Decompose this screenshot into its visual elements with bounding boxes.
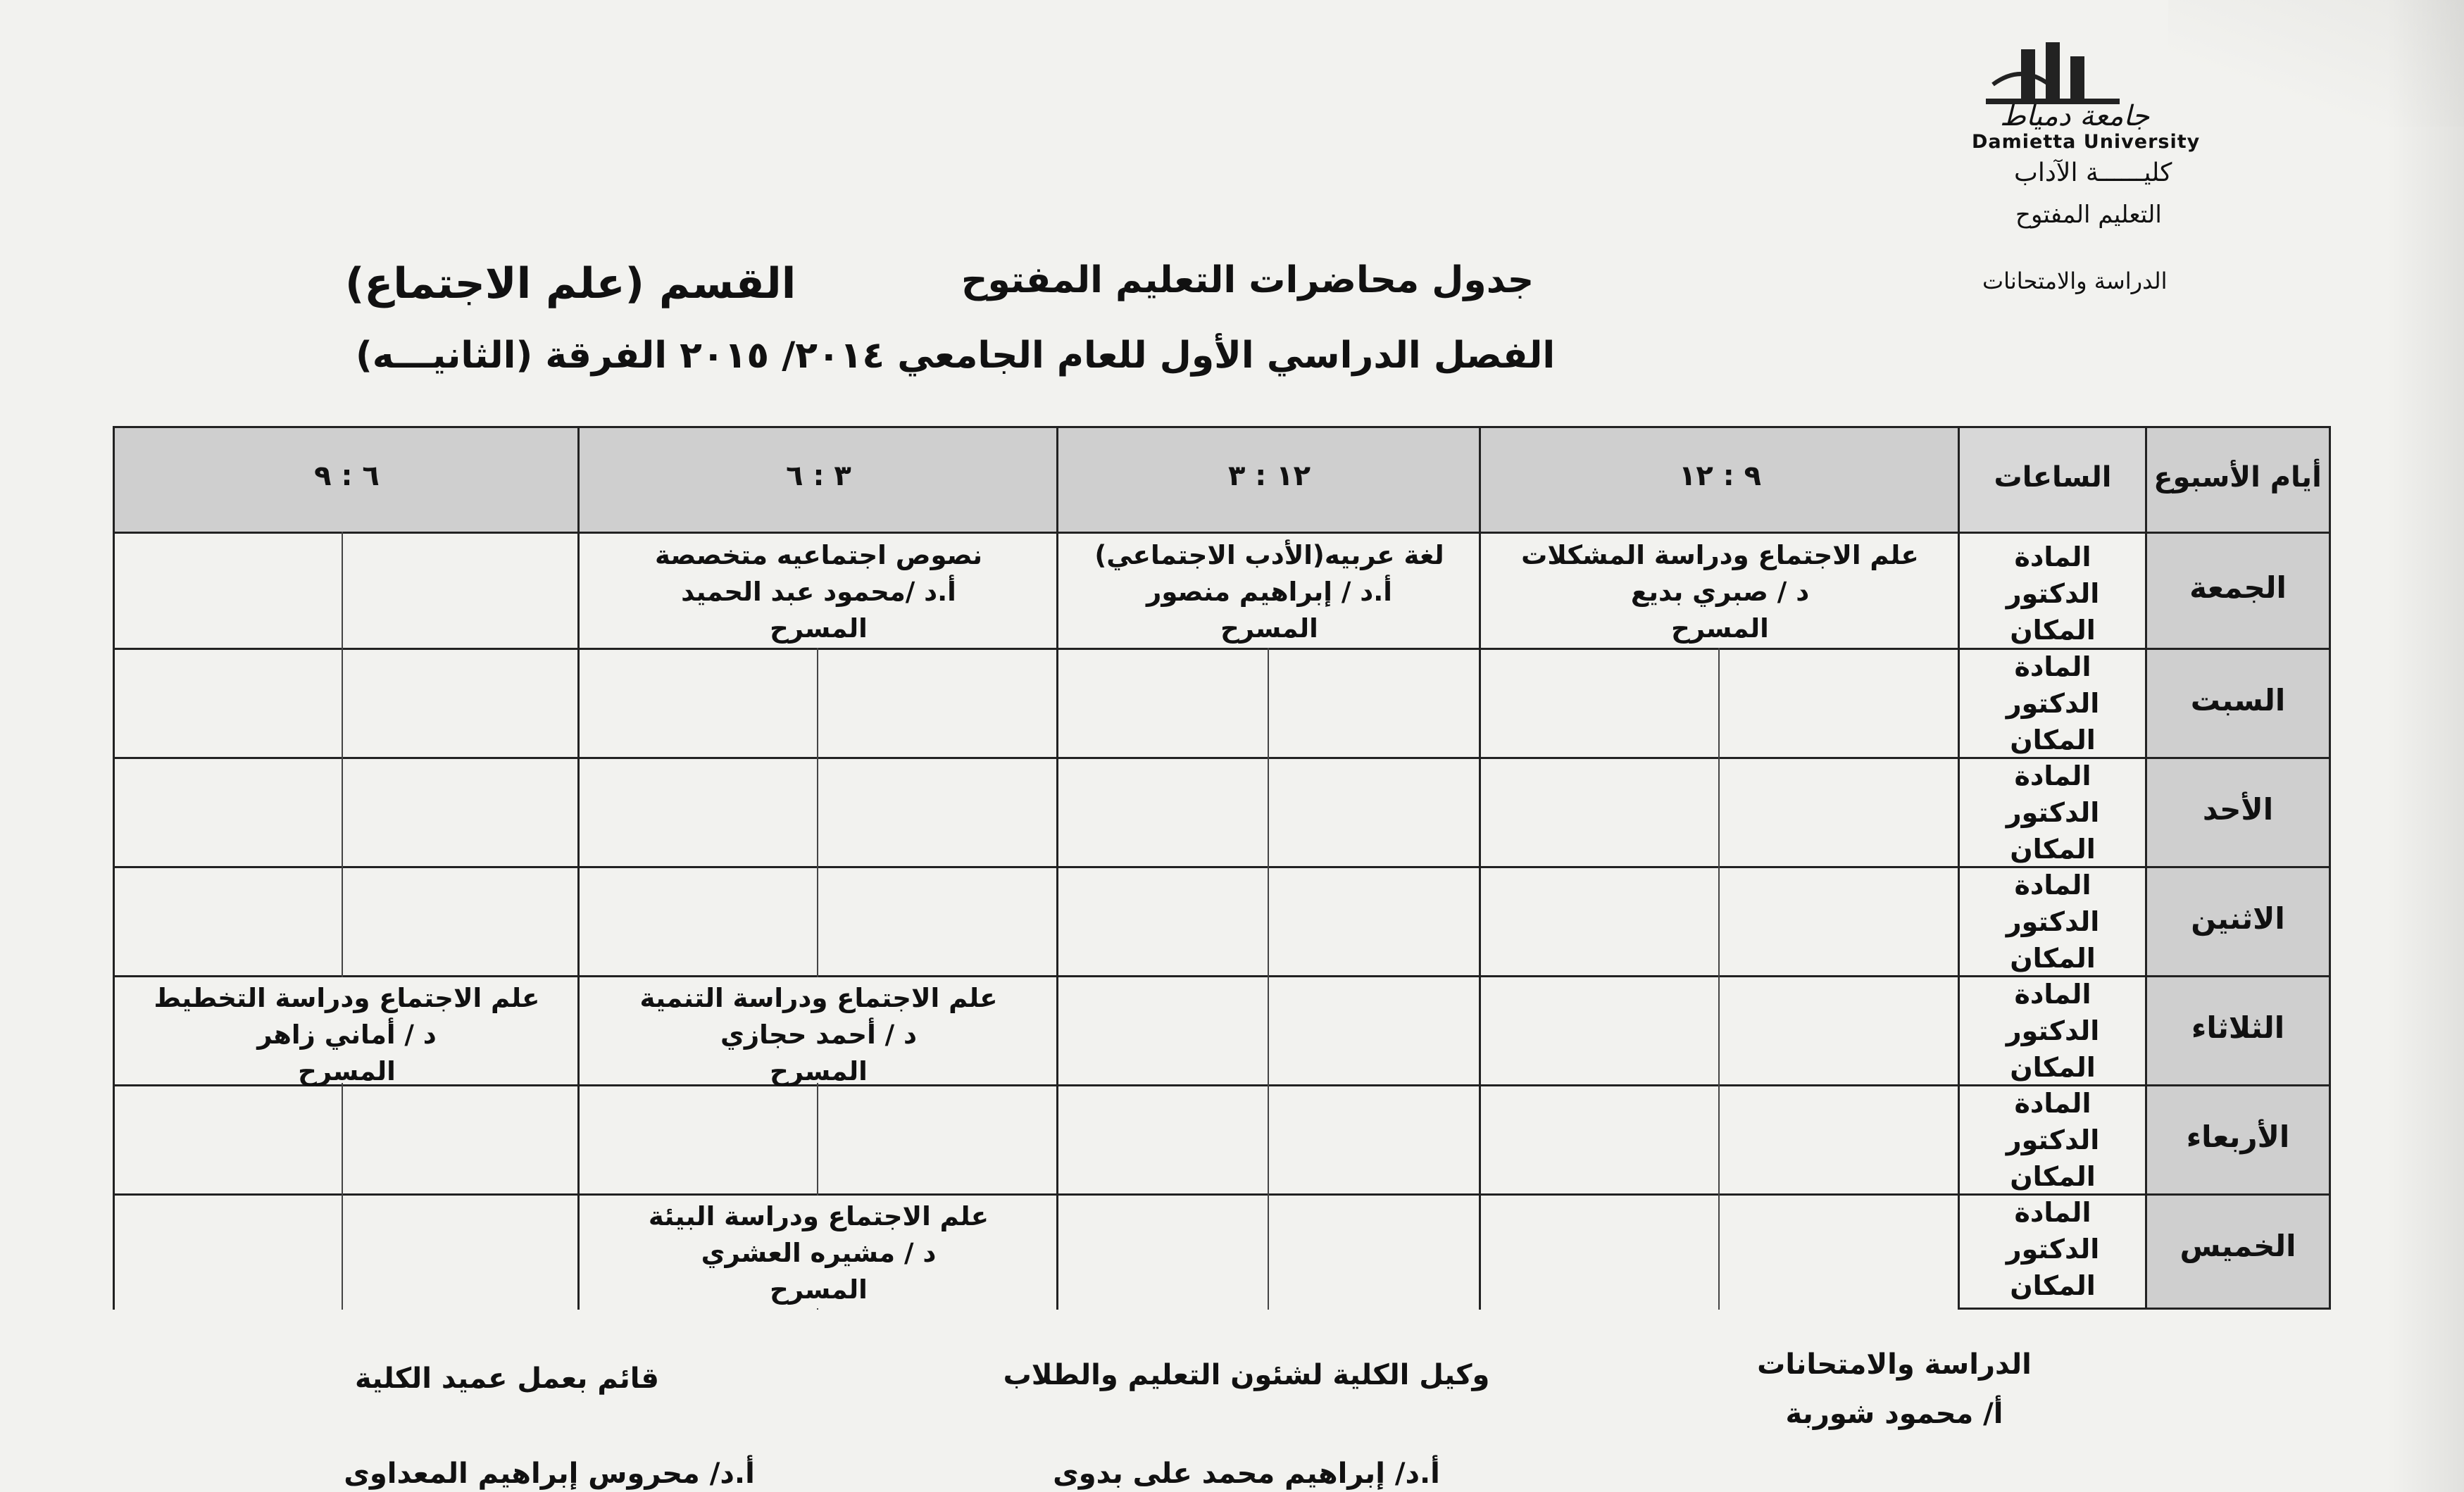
semester-title: الفصل الدراسي الأول للعام الجامعي ٢٠١٤/ ٢٠١٥ الفرقة (الثانيـــه) bbox=[356, 334, 1556, 377]
university-logo-icon bbox=[1979, 42, 2127, 106]
entry-tue-6-9: علم الاجتماع ودراسة التخطيط د / أماني زاهر المسرح bbox=[154, 983, 540, 1086]
row-labels: المادة الدكتور المكان bbox=[2006, 870, 2100, 974]
day-friday: الجمعة bbox=[2189, 570, 2287, 605]
signature-vicedean-name: أ.د/ إبراهيم محمد على بدوى bbox=[1053, 1457, 1440, 1490]
office-name: الدراسة والامتحانات bbox=[1982, 268, 2168, 294]
university-name-en: Damietta University bbox=[1972, 131, 2201, 153]
schedule-table bbox=[113, 426, 2331, 1310]
university-name-ar: جامعة دمياط bbox=[2000, 100, 2150, 132]
row-labels: المادة الدكتور المكان bbox=[2006, 760, 2100, 865]
program-name: التعليم المفتوح bbox=[2015, 201, 2162, 229]
signature-office-name: أ/ محمود شوربة bbox=[1785, 1398, 2003, 1430]
signature-vicedean-title: وكيل الكلية لشئون التعليم والطلاب bbox=[1003, 1359, 1490, 1391]
col-header-days: أيام الأسبوع bbox=[2153, 461, 2322, 494]
entry-fri-12-3: لغة عربيه(الأدب الاجتماعي) أ.د / إبراهيم منصور المسرح bbox=[1094, 540, 1444, 644]
faculty-name: كليــــــة الآداب bbox=[2014, 158, 2172, 187]
signature-dean-name: أ.د/ محروس إبراهيم المعداوى bbox=[344, 1457, 755, 1490]
department-title: القسم (علم الاجتماع) bbox=[345, 259, 796, 308]
row-labels: المادة الدكتور المكان bbox=[2006, 651, 2100, 756]
signature-office-title: الدراسة والامتحانات bbox=[1757, 1348, 2032, 1381]
slot-9-12: ٩ : ١٢ bbox=[1678, 460, 1762, 492]
slot-3-6: ٣ : ٦ bbox=[786, 460, 851, 492]
day-sunday: الأحد bbox=[2202, 792, 2274, 827]
day-saturday: السبت bbox=[2190, 683, 2286, 717]
page-edge bbox=[2387, 0, 2464, 1492]
entry-tue-3-6: علم الاجتماع ودراسة التنمية د / أحمد حجازي المسرح bbox=[639, 983, 998, 1086]
row-labels: المادة الدكتور المكان bbox=[2006, 1197, 2100, 1301]
signature-dean-title: قائم بعمل عميد الكلية bbox=[355, 1362, 659, 1395]
page-title: جدول محاضرات التعليم المفتوح bbox=[961, 259, 1534, 301]
day-wednesday: الأربعاء bbox=[2186, 1120, 2290, 1154]
row-labels: المادة الدكتور المكان bbox=[2006, 1088, 2100, 1192]
slot-12-3: ١٢ : ٣ bbox=[1227, 460, 1311, 492]
entry-fri-3-6: نصوص اجتماعيه متخصصة أ.د /محمود عبد الحميد المسرح bbox=[654, 540, 983, 644]
day-tuesday: الثلاثاء bbox=[2191, 1010, 2285, 1045]
day-monday: الاثنين bbox=[2191, 901, 2285, 936]
row-labels: المادة الدكتور المكان bbox=[2006, 979, 2100, 1083]
day-thursday: الخميس bbox=[2180, 1229, 2296, 1263]
entry-thu-3-6: علم الاجتماع ودراسة البيئة د / مشيره العشري المسرح bbox=[648, 1201, 989, 1305]
slot-6-9: ٦ : ٩ bbox=[314, 460, 380, 492]
entry-fri-9-12: علم الاجتماع ودراسة المشكلات د / صبري بديع المسرح bbox=[1521, 540, 1919, 644]
row-labels: المادة الدكتور المكان bbox=[2006, 541, 2100, 646]
col-header-hours: الساعات bbox=[1994, 461, 2112, 494]
